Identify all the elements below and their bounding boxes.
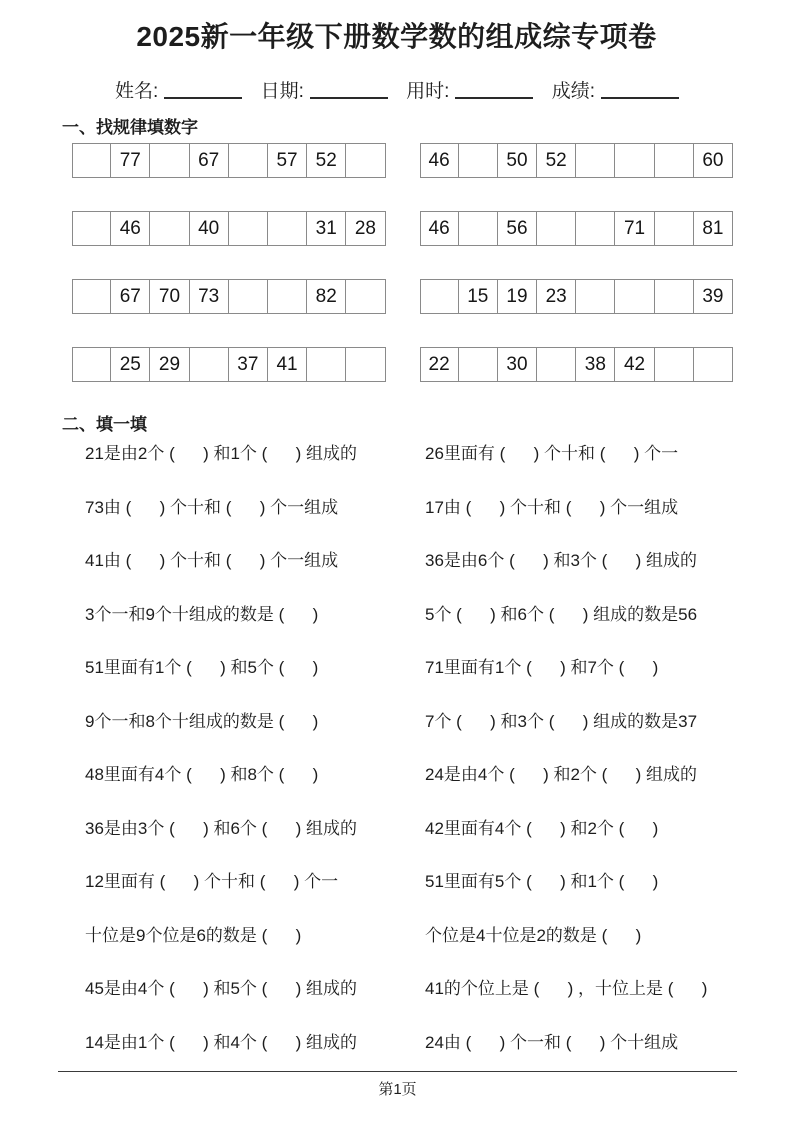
question: 17由 ( ) 个十和 ( ) 个一组成 (425, 497, 679, 517)
question-row (0, 818, 793, 872)
question: 5个 ( ) 和6个 ( ) 组成的数是56 (425, 604, 698, 624)
question-row (0, 978, 793, 1032)
grid-cell: 77 (111, 143, 150, 178)
grid-cell: 22 (420, 347, 459, 382)
question: 十位是9个位是6的数是 ( ) (85, 925, 302, 945)
question-row (0, 925, 793, 979)
grid-cell (655, 211, 694, 246)
grid-cell: 19 (498, 279, 537, 314)
meta-field-time (406, 81, 533, 102)
question: 个位是4十位是2的数是 ( ) (425, 925, 642, 945)
grid-cell: 67 (111, 279, 150, 314)
grid-cell: 52 (537, 143, 576, 178)
grid-cell: 40 (190, 211, 229, 246)
question: 24是由4个 ( ) 和2个 ( ) 组成的 (425, 765, 698, 784)
page-footer (58, 1071, 737, 1099)
grid-cell (150, 143, 189, 178)
question: 41的个位上是 ( ) ，十位上是 ( ) (425, 979, 708, 998)
grid-cell: 42 (615, 347, 654, 382)
number-grid (420, 347, 734, 382)
grid-cell: 71 (615, 211, 654, 246)
pattern-grid-row (72, 347, 793, 382)
grid-cell: 60 (694, 143, 733, 178)
question: 14是由1个 ( ) 和4个 ( ) 组成的 (85, 1032, 358, 1052)
grid-cell: 52 (307, 143, 346, 178)
question-row (0, 443, 793, 497)
grid-cell: 46 (420, 143, 459, 178)
number-grid (420, 279, 734, 314)
grid-cell (346, 279, 385, 314)
grid-cell (655, 347, 694, 382)
question: 9个一和8个十组成的数是 ( ) (85, 711, 319, 731)
question: 42里面有4个 ( ) 和2个 ( ) (425, 818, 659, 838)
pattern-grid-row (72, 211, 793, 246)
grid-cell (229, 143, 268, 178)
grid-cell (268, 211, 307, 246)
question: 41由 ( ) 个十和 ( ) 个一组成 (85, 551, 339, 570)
page-title: 2025新一年级下册数学数的组成综专项卷 (136, 21, 657, 52)
grid-cell (229, 211, 268, 246)
pattern-grid-row (72, 143, 793, 178)
question-row (0, 764, 793, 818)
grid-cell (694, 347, 733, 382)
number-grid (72, 143, 386, 178)
grid-cell (72, 143, 111, 178)
grid-cell: 41 (268, 347, 307, 382)
number-grid (420, 143, 734, 178)
grid-cell (459, 211, 498, 246)
grid-cell (420, 279, 459, 314)
time-blank (455, 85, 533, 99)
section1-heading: 一、找规律填数字 (62, 118, 198, 137)
question: 21是由2个 ( ) 和1个 ( ) 组成的 (85, 444, 358, 463)
grid-cell: 82 (307, 279, 346, 314)
grid-cell (655, 143, 694, 178)
grid-cell (615, 279, 654, 314)
grid-cell: 81 (694, 211, 733, 246)
grid-cell (459, 143, 498, 178)
question: 24由 ( ) 个一和 ( ) 个十组成 (425, 1032, 679, 1052)
grid-cell (576, 211, 615, 246)
question: 51里面有1个 ( ) 和5个 ( ) (85, 658, 319, 677)
number-grid (72, 347, 386, 382)
meta-field-name (115, 81, 242, 102)
question: 36是由6个 ( ) 和3个 ( ) 组成的 (425, 551, 698, 570)
grid-cell: 70 (150, 279, 189, 314)
grid-cell (150, 211, 189, 246)
grid-cell: 25 (111, 347, 150, 382)
grid-cell (537, 211, 576, 246)
grid-cell: 46 (111, 211, 150, 246)
grid-cell: 39 (694, 279, 733, 314)
grid-cell: 28 (346, 211, 385, 246)
question: 26里面有 ( ) 个十和 ( ) 个一 (425, 444, 679, 463)
question: 51里面有5个 ( ) 和1个 ( ) (425, 872, 659, 891)
grid-cell: 23 (537, 279, 576, 314)
question: 48里面有4个 ( ) 和8个 ( ) (85, 765, 319, 784)
grid-cell (229, 279, 268, 314)
score-blank (601, 85, 679, 99)
question: 71里面有1个 ( ) 和7个 ( ) (425, 658, 659, 677)
grid-cell (307, 347, 346, 382)
grid-cell: 30 (498, 347, 537, 382)
grid-cell: 38 (576, 347, 615, 382)
question: 12里面有 ( ) 个十和 ( ) 个一 (85, 872, 339, 891)
grid-cell (190, 347, 229, 382)
question-row (0, 604, 793, 658)
grid-cell (615, 143, 654, 178)
question: 73由 ( ) 个十和 ( ) 个一组成 (85, 497, 339, 517)
meta-line (115, 80, 793, 104)
page-number: 第1页 (378, 1081, 417, 1098)
question: 3个一和9个十组成的数是 ( ) (85, 604, 319, 624)
grid-cell: 50 (498, 143, 537, 178)
grid-cell (459, 347, 498, 382)
grid-cell: 29 (150, 347, 189, 382)
meta-field-score (552, 81, 679, 102)
grid-cell (72, 279, 111, 314)
grid-cell: 57 (268, 143, 307, 178)
grid-cell: 37 (229, 347, 268, 382)
number-grid (420, 211, 734, 246)
grid-cell (346, 143, 385, 178)
date-blank (310, 85, 388, 99)
grid-cell (72, 211, 111, 246)
name-blank (164, 85, 242, 99)
name-label: 姓名: (115, 81, 159, 102)
grid-cell (576, 279, 615, 314)
question: 45是由4个 ( ) 和5个 ( ) 组成的 (85, 979, 358, 998)
grid-cell (655, 279, 694, 314)
question-row (0, 711, 793, 765)
grid-cell: 73 (190, 279, 229, 314)
grid-cell (268, 279, 307, 314)
question-row (0, 871, 793, 925)
grid-cell: 46 (420, 211, 459, 246)
question-row (0, 657, 793, 711)
question: 36是由3个 ( ) 和6个 ( ) 组成的 (85, 818, 358, 838)
grid-cell: 67 (190, 143, 229, 178)
grid-cell: 15 (459, 279, 498, 314)
grid-cell (537, 347, 576, 382)
meta-field-date (261, 81, 388, 102)
score-label: 成绩: (551, 81, 595, 102)
question-row (0, 550, 793, 604)
grid-cell: 31 (307, 211, 346, 246)
grid-cell: 56 (498, 211, 537, 246)
number-grid (72, 211, 386, 246)
grid-cell (576, 143, 615, 178)
question: 7个 ( ) 和3个 ( ) 组成的数是37 (425, 711, 698, 731)
number-grid (72, 279, 386, 314)
question-row (0, 497, 793, 551)
pattern-grid-row (72, 279, 793, 314)
grid-cell (72, 347, 111, 382)
section2-heading: 二、填一填 (62, 415, 147, 434)
grid-cell (346, 347, 385, 382)
time-label: 用时: (406, 81, 450, 102)
date-label: 日期: (260, 81, 304, 102)
